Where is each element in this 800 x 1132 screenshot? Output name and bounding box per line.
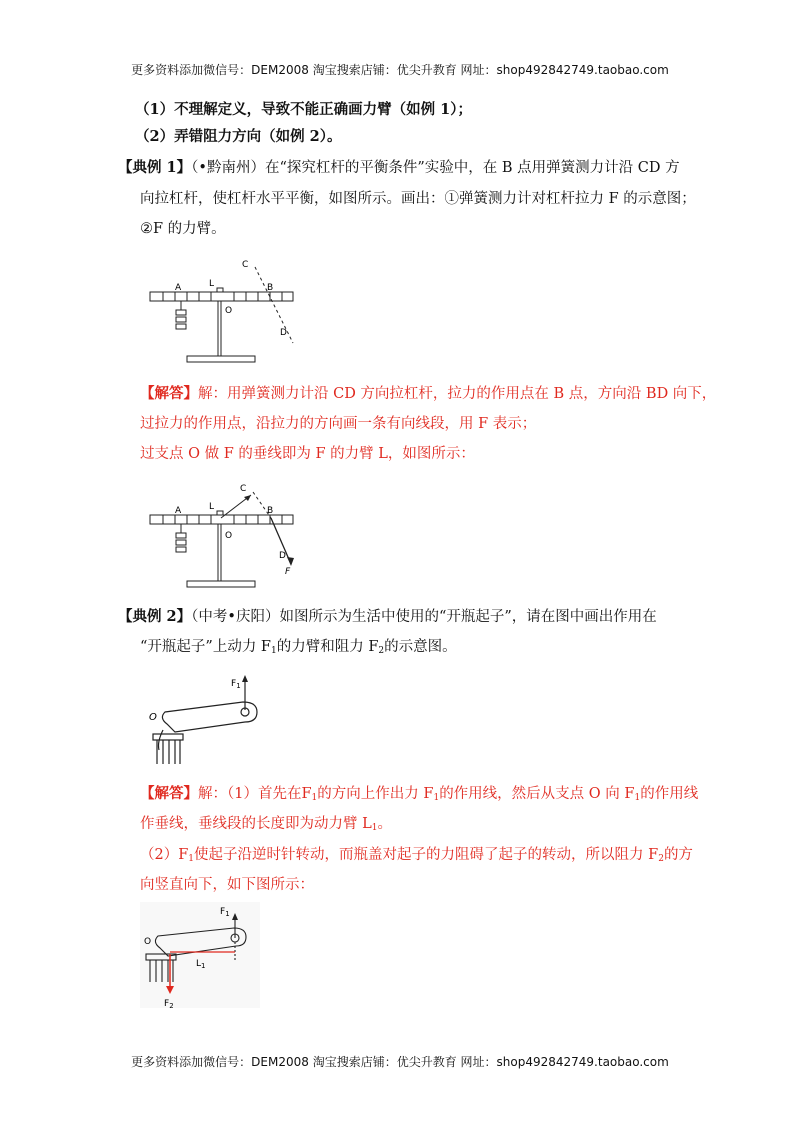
example1-line1 xyxy=(118,158,680,178)
label-B: B xyxy=(267,283,274,293)
example1-answer-tag: 【解答】 xyxy=(140,385,198,402)
label-F1-q: $F_1$ xyxy=(231,679,241,690)
example2-text1: （中考•庆阳）如图所示为生活中使用的“开瓶起子”，请在图中画出作用在 xyxy=(191,609,657,625)
subscript-2: 2 xyxy=(378,646,385,656)
label-C: C xyxy=(242,260,249,270)
example2-tag: 【典例 2】 xyxy=(118,608,192,625)
label-O: O xyxy=(225,306,233,316)
label-F1-a: $F_1$ xyxy=(220,907,230,918)
label-L2: L xyxy=(209,502,215,512)
lever-figure-question xyxy=(145,255,305,365)
example1-answer-line2: 过拉力的作用点，沿拉力的方向画一条有向线段，用 F 表示； xyxy=(140,416,537,432)
example2-answer-line2: 作垂线，垂线段的长度即为动力臂 $L_1$。 xyxy=(140,816,392,833)
example2-answer-line1: 【解答】解：（1）首先在$F_1$的方向上作出力 $F_1$的作用线，然后从支点 O 向 $F_1$的作用线 xyxy=(140,785,699,803)
example1-answer-line1 xyxy=(140,384,716,404)
label-D: D xyxy=(280,328,287,338)
label-D2: D xyxy=(279,551,286,561)
label-O-q: O xyxy=(149,712,157,723)
example1-tag: 【典例 1】 xyxy=(118,159,192,176)
example2-line1 xyxy=(118,607,657,627)
label-A2: A xyxy=(175,506,182,516)
error-item-1: （1）不理解定义，导致不能正确画力臂（如例 1）； xyxy=(135,101,472,118)
label-L: L xyxy=(209,279,215,289)
label-O2: O xyxy=(225,531,233,541)
example2-text2a: “开瓶起子”上动力 F xyxy=(140,639,271,655)
label-C2: C xyxy=(240,484,247,494)
bottle-opener-figure-answer xyxy=(140,900,260,1010)
label-F2: $F_2$ xyxy=(164,999,174,1010)
bottle-opener-figure-question xyxy=(145,672,275,768)
label-B2: B xyxy=(267,506,274,516)
lever-figure-answer xyxy=(145,478,305,590)
error-item-2: （2）弄错阻力方向（如例 2）。 xyxy=(135,128,342,145)
example1-line3: ②F 的力臂。 xyxy=(140,221,226,237)
example1-line2: 向拉杠杆，使杠杆水平平衡，如图所示。画出：①弹簧测力计对杠杆拉力 F 的示意图； xyxy=(140,191,696,207)
example2-text2b: 的力臂和阻力 F xyxy=(276,639,379,655)
page-header: 更多资料添加微信号：DEM2008 淘宝搜索店铺：优尖升教育 网址：shop492842749.taobao.com xyxy=(131,63,669,77)
example2-line2 xyxy=(140,637,457,661)
page-footer: 更多资料添加微信号：DEM2008 淘宝搜索店铺：优尖升教育 网址：shop492842749.taobao.com xyxy=(131,1055,669,1069)
example2-answer-tag: 【解答】 xyxy=(140,785,198,802)
example2-text2c: 的示意图。 xyxy=(384,639,457,655)
subscript-1: 1 xyxy=(271,646,277,656)
label-L1: $L_1$ xyxy=(196,959,206,970)
example2-answer-line4: 向竖直向下，如下图所示： xyxy=(140,877,314,893)
example2-answer-line3: $(2)F_1$使起子沿逆时针转动，而瓶盖对起子的力阻碍了起子的转动，所以阻力 $F_2$的方 xyxy=(140,847,693,864)
example1-answer-text1: 解：用弹簧测力计沿 CD 方向拉杠杆，拉力的作用点在 B 点，方向沿 BD 向下， xyxy=(198,386,717,402)
label-A: A xyxy=(175,283,182,293)
label-F: F xyxy=(285,567,291,577)
example1-answer-line3: 过支点 O 做 F 的垂线即为 F 的力臂 L，如图所示： xyxy=(140,446,475,462)
example1-text1: （•黔南州）在“探究杠杆的平衡条件”实验中，在 B 点用弹簧测力计沿 CD 方 xyxy=(191,160,680,176)
label-O-a: O xyxy=(144,937,152,947)
